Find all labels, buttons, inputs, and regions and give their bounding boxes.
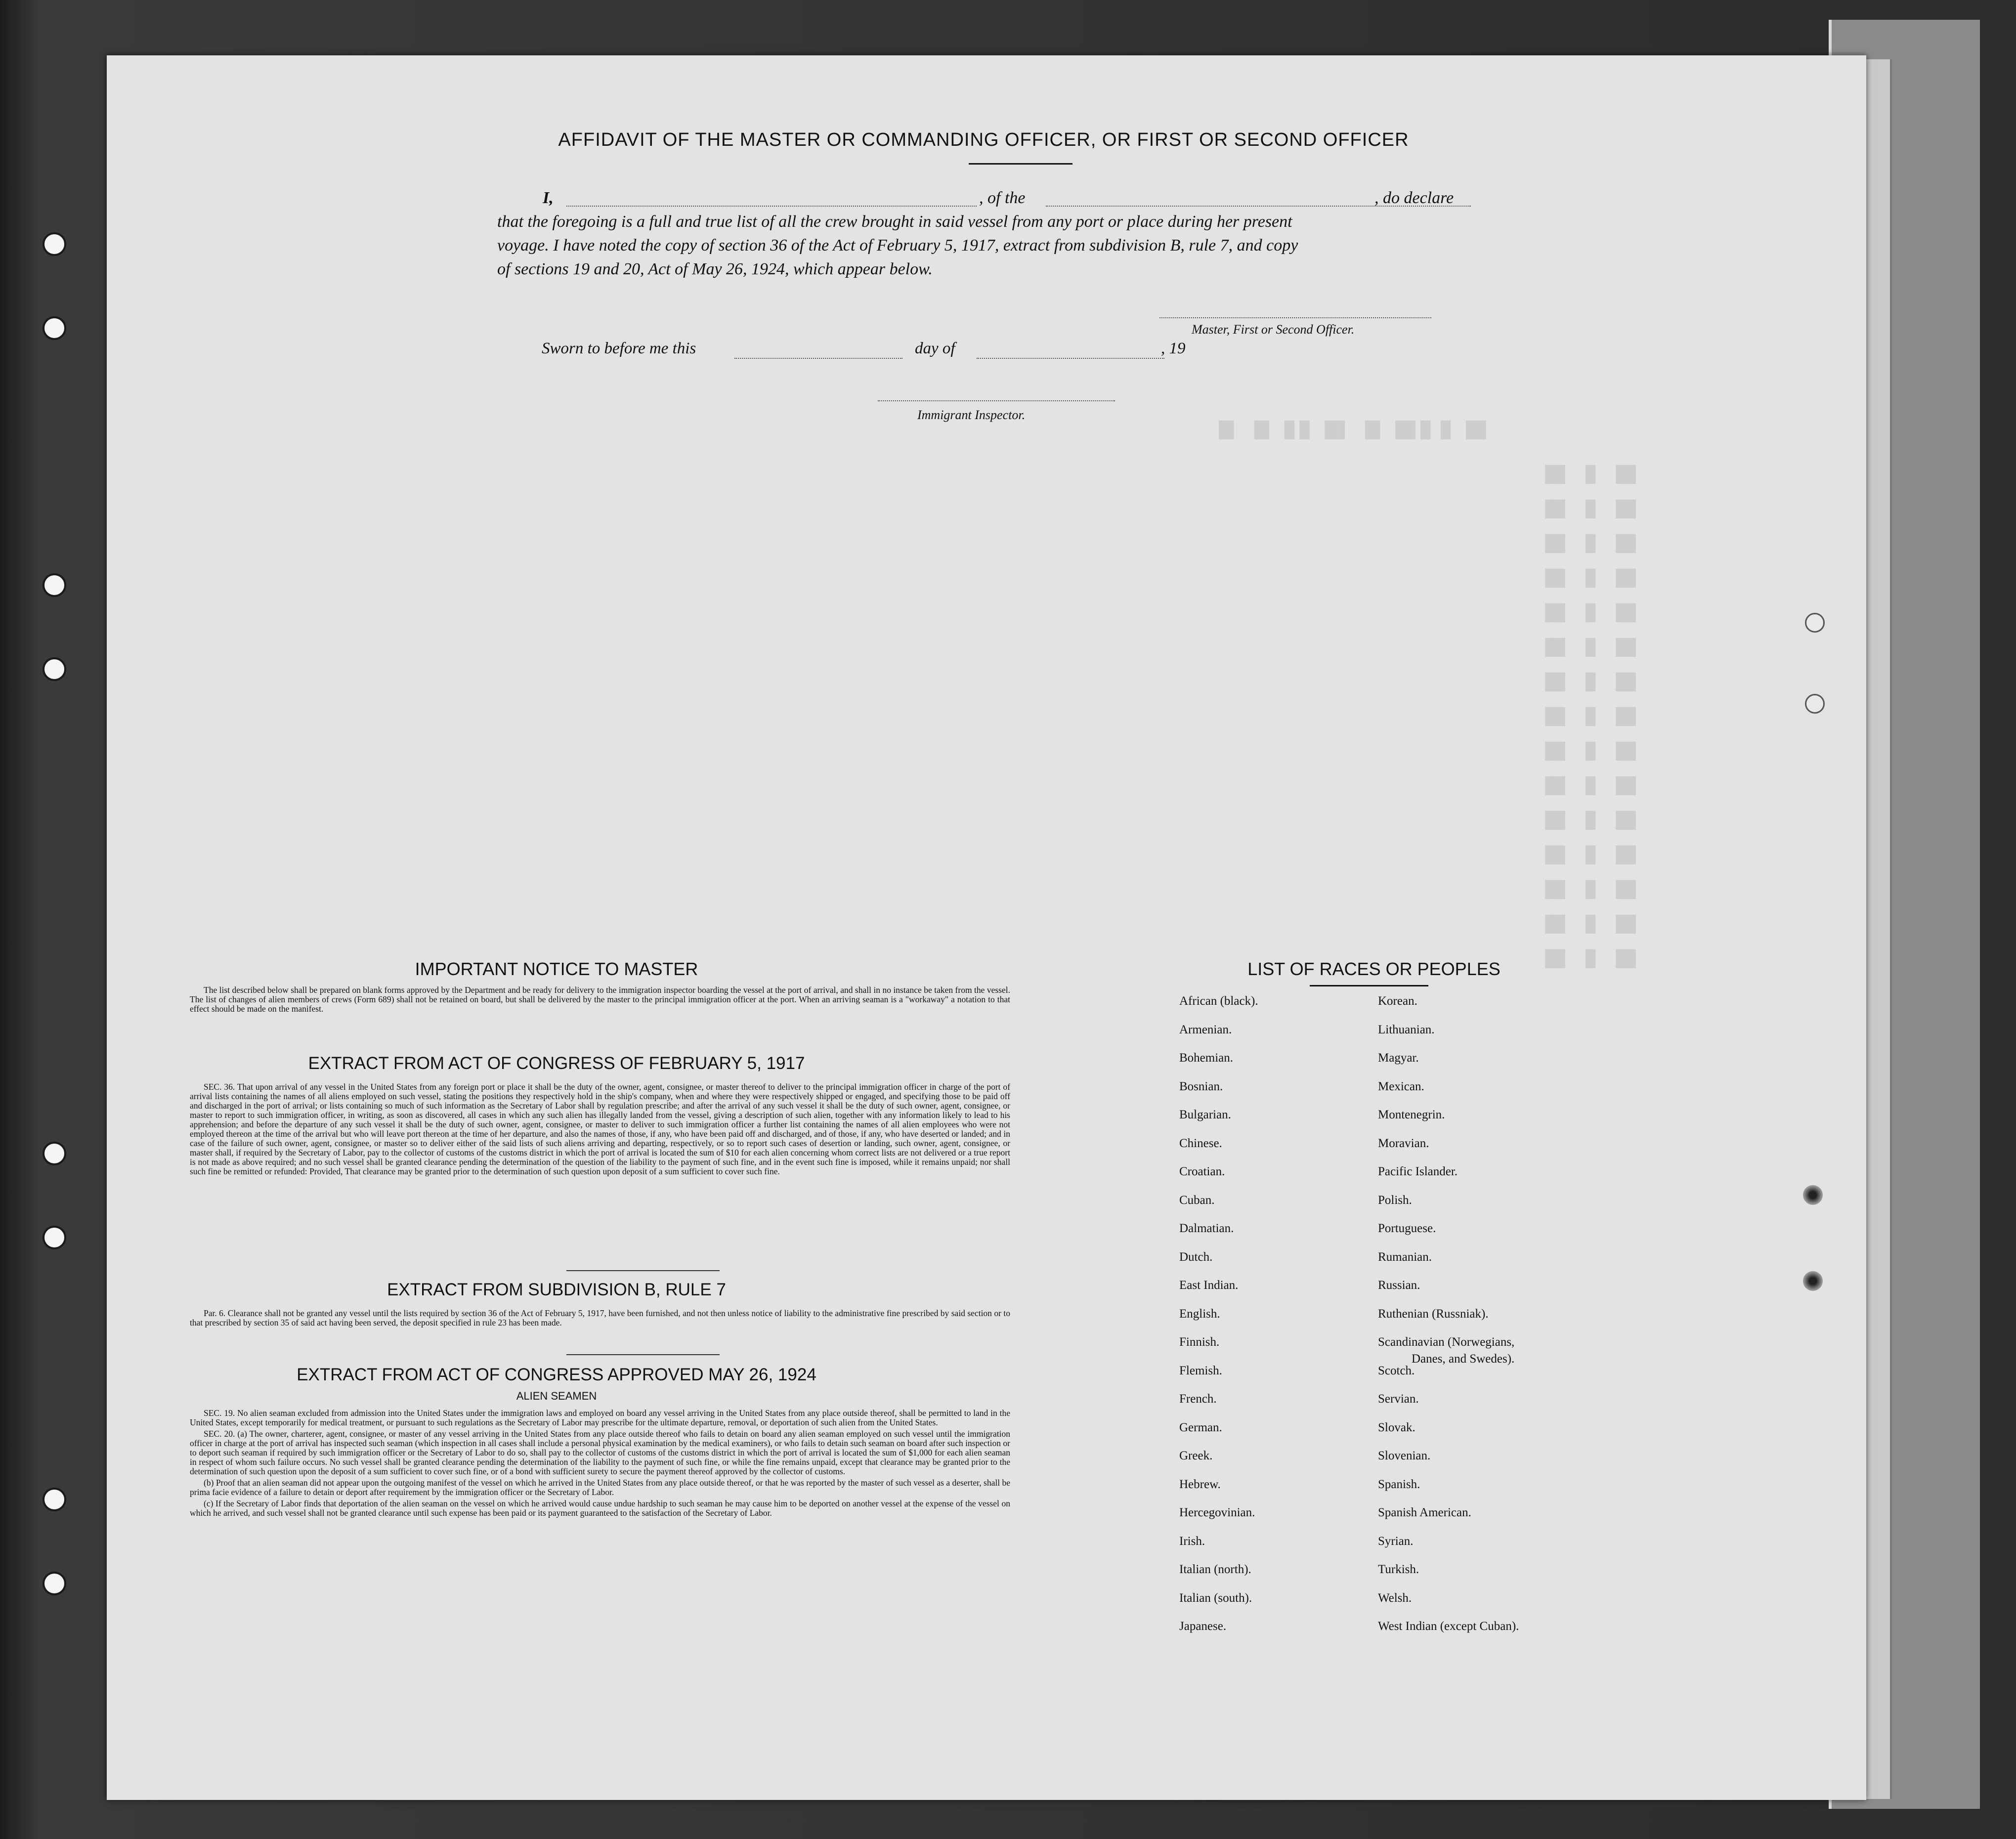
affidavit-of-the: , of the [979,189,1026,207]
sworn-year: , 19 [1161,340,1186,357]
race-item: Flemish. [1179,1364,1222,1377]
rule7-text [190,1309,1010,1329]
race-item: Pacific Islander. [1378,1165,1458,1178]
affidavit-line-3: voyage. I have noted the copy of section 36 of the Act of February 5, 1917, extract from subdivision B, rule 7, and copy [497,236,1298,255]
race-item: Irish. [1179,1534,1205,1548]
rule7-title: EXTRACT FROM SUBDIVISION B, RULE 7 [387,1280,726,1299]
affidavit-line-2: that the foregoing is a full and true list of all the crew brought in said vessel from any port or place during her present [497,213,1292,231]
notice-title: IMPORTANT NOTICE TO MASTER [415,959,698,979]
race-item: Scotch. [1378,1364,1415,1377]
signature-label: Master, First or Second Officer. [1192,322,1355,337]
bleed-through: ▐█▌ ▐▌ ▐█▌ [1540,915,1641,934]
bleed-through: █▌ ▐█ ▐▌█ ▐█▌ ▐█ ▐█▌█ █ ▐█▌ [1219,421,1491,440]
race-item: Chinese. [1179,1136,1222,1150]
bleed-through: ▐█▌ ▐▌ ▐█▌ [1540,500,1641,519]
sworn-text: Sworn to before me this [542,340,696,357]
race-item: Dutch. [1179,1250,1213,1264]
affidavit-do-declare: , do declare [1374,189,1454,207]
race-item: Moravian. [1378,1136,1429,1150]
bleed-through: ▐█▌ ▐▌ ▐█▌ [1540,777,1641,796]
race-item: Dalmatian. [1179,1222,1234,1235]
punch-hole [1805,694,1825,714]
race-item: Slovenian. [1378,1449,1431,1462]
race-item: English. [1179,1307,1220,1321]
race-item: Syrian. [1378,1534,1414,1548]
inspector-label: Immigrant Inspector. [917,408,1026,422]
affidavit-title: AFFIDAVIT OF THE MASTER OR COMMANDING OFFICER, OR FIRST OR SECOND OFFICER [558,129,1409,150]
bleed-through: ▐█▌ ▐▌ ▐█▌ [1540,535,1641,554]
race-item: Finnish. [1179,1335,1220,1349]
declarant-name-blank[interactable] [566,205,977,207]
race-item-continuation: Danes, and Swedes). [1412,1352,1515,1366]
race-item: Servian. [1378,1392,1419,1406]
signature-blank[interactable] [1159,316,1431,318]
race-item: Mexican. [1378,1079,1424,1093]
bleed-through: ▐█▌ ▐▌ ▐█▌ [1540,742,1641,761]
race-item: Italian (north). [1179,1563,1251,1576]
punch-hole [1805,613,1825,633]
sworn-day-blank[interactable] [734,357,902,359]
binder-hole [43,657,66,681]
race-item: Italian (south). [1179,1591,1252,1605]
race-item: East Indian. [1179,1279,1239,1292]
race-item: Bosnian. [1179,1079,1223,1093]
bleed-through: ▐█▌ ▐▌ ▐█▌ [1540,708,1641,727]
notice-paragraph: The list described below shall be prepared on blank forms approved by the Department and be ready for delivery to the immigration inspector boarding the vessel at the port of arrival, and shall in no instance be taken from the vessel. The list of changes of alien members of crews (Form 689) shall not be retained on board, but shall be delivered by the master to the principal immigration officer at the port. When an arriving seaman is a "workaway" a notation to that effect should be made on the manifest. [190,985,1010,1014]
bleed-through: ▐█▌ ▐▌ ▐█▌ [1540,846,1641,865]
section-36-paragraph: SEC. 36. That upon arrival of any vessel in the United States from any foreign port or place it shall be the duty of the owner, agent, consignee, or master thereof to deliver to the principal immigration officer in charge of the port of arrival lists containing the names of all aliens employed on such vessel, stating the positions they respectively hold in the ship's company, when and where they were respectively shipped or engaged, and specifying those to be paid off and discharged in the port of arrival; or lists containing so much of such information as the Secretary of Labor shall by regulation prescribe; and after the arrival of any such vessel it shall be the duty of such owner, agent, consignee, or master to report to such immigration officer, in writing, as soon as discovered, all cases in which any such alien has illegally landed from the vessel, giving a description of such alien, together with any information likely to lead to his apprehension; and before the departure of any such vessel it shall be the duty of such owner, agent, consignee, or master to deliver to such immigration officer a further list containing the names of all alien employees who were not employed thereon at the time of the arrival but who will leave port thereon at the time of her departure, and also the names of those, if any, who have been paid off and discharged, and of those, if any, who have deserted or landed; and in case of the failure of such owner, agent, consignee, or master so to deliver either of the said lists of such aliens arriving and departing, respectively, or so to report such cases of desertion or landing, such owner, agent, consignee, or master shall, if required by the Secretary of Labor, pay to the collector of customs of the customs district in which the port of arrival is located the sum of $10 for each alien concerning whom correct lists are not delivered or a true report is not made as above required; and no such vessel shall be granted clearance pending the determination of the question of the liability to the payment of such fine, and in the event such fine is imposed, while it remains unpaid; nor shall such fine be remitted or refunded: Provided, That clearance may be granted prior to the determination of such question upon deposit of a sum sufficient to cover such fine. [190,1082,1010,1176]
extract-1924-text [190,1409,1010,1520]
alien-seamen-subtitle: ALIEN SEAMEN [516,1390,597,1402]
rule7-paragraph: Par. 6. Clearance shall not be granted any vessel until the lists required by section 36 of the Act of February 5, 1917, have been furnished, and not then unless notice of liability to the administrative fine prescribed by said section or to that prescribed by section 35 of said act having been served, the deposit specified in rule 23 has been made. [190,1308,1010,1327]
section-19-paragraph: SEC. 19. No alien seaman excluded from admission into the United States under the immigration laws and employed on board any vessel arriving in the United States from any place outside thereof, shall be permitted to land in the United States, except temporarily for medical treatment, or pursuant to such regulations as the Secretary of Labor may prescribe for the ultimate departure, removal, or deportation of such alien from the United States. [190,1408,1010,1427]
binder-hole [43,1488,66,1511]
race-item: Rumanian. [1378,1250,1432,1264]
race-item: Slovak. [1378,1420,1415,1434]
bleed-through: ▐█▌ ▐▌ ▐█▌ [1540,569,1641,588]
race-item: Cuban. [1179,1193,1215,1207]
divider [566,1354,720,1355]
binder-hole [43,1572,66,1595]
race-item: Bulgarian. [1179,1108,1231,1121]
section-20c-paragraph: (c) If the Secretary of Labor finds that deportation of the alien seaman on the vessel on which he arrived would cause undue hardship to such seaman he may cause him to be deported on another vessel at the expense of the vessel on which he arrived, and such vessel shall not be granted clearance until such expense has been paid or its payment guaranteed to the satisfaction of the Secretary of Labor. [190,1498,1010,1518]
race-item: Spanish American. [1378,1506,1471,1519]
race-item: Ruthenian (Russniak). [1378,1307,1489,1321]
document-page [107,55,1866,1800]
bleed-through: ▐█▌ ▐▌ ▐█▌ [1540,673,1641,692]
inspector-signature-blank[interactable] [878,399,1115,401]
affidavit-line-4: of sections 19 and 20, Act of May 26, 1924, which appear below. [497,260,933,278]
bleed-through: ▐█▌ ▐▌ ▐█▌ [1540,950,1641,969]
affidavit-title-rule [969,163,1072,165]
race-item: Japanese. [1179,1620,1227,1633]
binder-hole [43,1226,66,1249]
race-item: West Indian (except Cuban). [1378,1620,1519,1633]
sworn-month-blank[interactable] [977,357,1164,359]
binder-hole [43,1142,66,1165]
race-item: Scandinavian (Norwegians, [1378,1335,1515,1349]
bleed-through: ▐█▌ ▐▌ ▐█▌ [1540,639,1641,657]
bleed-through: ▐█▌ ▐▌ ▐█▌ [1540,812,1641,830]
fastener-rivet [1803,1185,1823,1205]
section-20b-paragraph: (b) Proof that an alien seaman did not appear upon the outgoing manifest of the vessel on which he arrived in the United States from any place outside thereof, or that he was reported by the master of such vessel as a deserter, shall be prima facie evidence of a failure to detain or deport after requirement by the immigration officer or the Secretary of Labor. [190,1478,1010,1497]
divider [566,1270,720,1271]
binder-hole [43,232,66,256]
race-item: Turkish. [1378,1563,1419,1576]
race-item: Bohemian. [1179,1051,1234,1065]
race-item: Montenegrin. [1378,1108,1445,1121]
race-item: Lithuanian. [1378,1023,1435,1036]
bleed-through: ▐█▌ ▐▌ ▐█▌ [1540,604,1641,623]
section-20a-paragraph: SEC. 20. (a) The owner, charterer, agent, consignee, or master of any vessel arriving in the United States from any place outside thereof who fails to detain on board any alien seaman employed on such vessel until the immigration officer in charge at the port of arrival has inspected such seaman (which inspection in all cases shall include a personal physical examination by the medical examiners), or who fails to detain such seaman on board after such inspection or to deport such seaman if required by such immigration officer or the Secretary of Labor to do so, shall pay to the collector of customs of the customs district in which the port of arrival is located the sum of $1,000 for each alien seaman in respect of whom such failure occurs. No such vessel shall be granted clearance pending the determination of the liability to the payment of such fine, or while the fine remains unpaid, except that clearance may be granted prior to the determination of such question upon the deposit of a sum sufficient to cover such fine, or of a bond with sufficient surety to secure the payment thereof approved by the collector of customs. [190,1429,1010,1476]
race-item: African (black). [1179,994,1258,1008]
extract-1917-text [190,1082,1010,1178]
race-item: Spanish. [1378,1477,1420,1491]
bleed-through: ▐█▌ ▐▌ ▐█▌ [1540,881,1641,899]
races-title: LIST OF RACES OR PEOPLES [1247,959,1501,979]
race-item: Armenian. [1179,1023,1232,1036]
race-item: Hebrew. [1179,1477,1221,1491]
race-item: Russian. [1378,1279,1420,1292]
race-item: Croatian. [1179,1165,1225,1178]
race-item: German. [1179,1420,1222,1434]
notice-text [190,985,1010,1016]
race-item: Polish. [1378,1193,1412,1207]
race-item: Greek. [1179,1449,1213,1462]
fastener-rivet [1803,1271,1823,1291]
race-item: Korean. [1378,994,1417,1008]
race-item: Hercegovinian. [1179,1506,1255,1519]
race-item: Welsh. [1378,1591,1412,1605]
extract-1917-title: EXTRACT FROM ACT OF CONGRESS OF FEBRUARY 5, 1917 [308,1054,805,1073]
races-title-rule [1310,985,1428,986]
affidavit-declarant-prefix: I, [543,189,554,207]
race-item: French. [1179,1392,1217,1406]
race-item: Magyar. [1378,1051,1419,1065]
bleed-through: ▐█▌ ▐▌ ▐█▌ [1540,466,1641,484]
sworn-day-of: day of [915,340,955,357]
binder-hole [43,316,66,340]
race-item: Portuguese. [1378,1222,1436,1235]
extract-1924-title: EXTRACT FROM ACT OF CONGRESS APPROVED MAY 26, 1924 [297,1365,816,1384]
binder-hole [43,573,66,597]
